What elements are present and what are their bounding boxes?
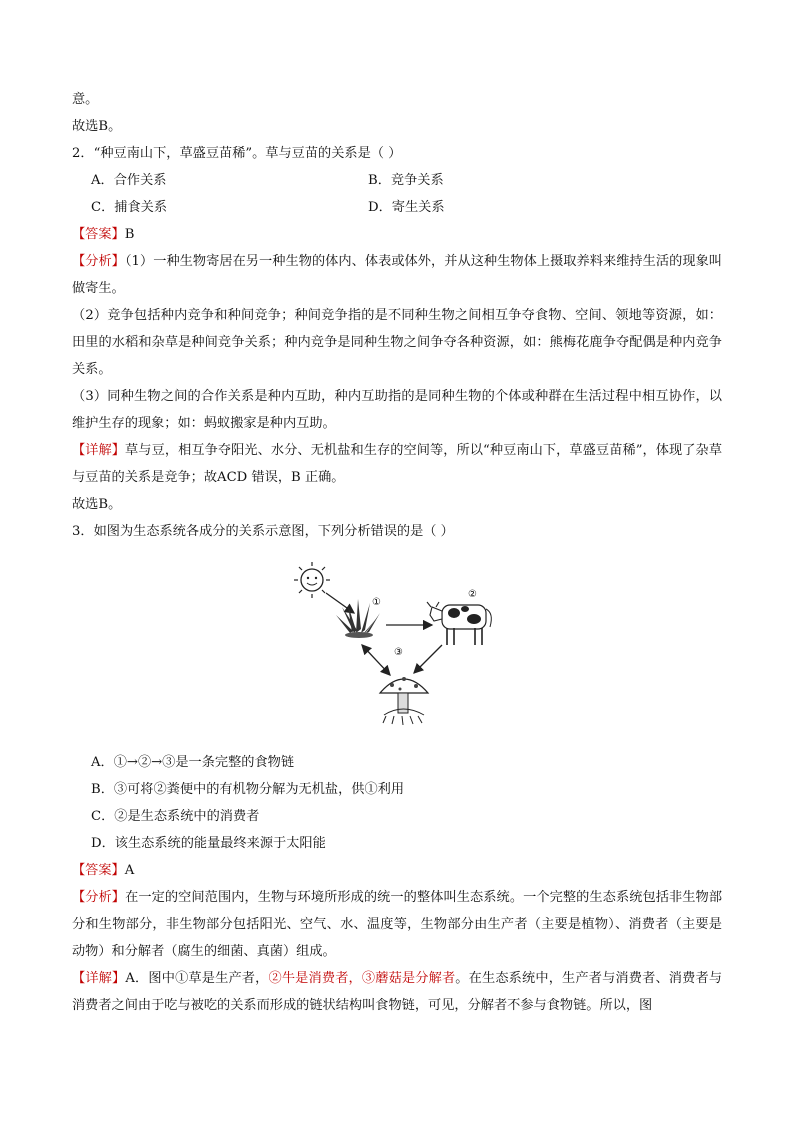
q3-stem: 3．如图为生态系统各成分的关系示意图，下列分析错误的是（ ）: [72, 524, 454, 539]
detail-highlight: ②牛是消费者，③蘑菇是分解者: [268, 971, 456, 986]
label-3: ③: [394, 647, 403, 658]
answer-value: B: [124, 227, 135, 242]
q2-option-d: D．寄生关系: [368, 200, 445, 215]
analysis-text: （1）一种生物寄居在另一种生物的体内、体表或体外，并从这种生物体上摄取养料来维持生活的现象叫做寄生。: [72, 254, 722, 296]
q2-option-a: A．合作关系: [91, 173, 167, 188]
analysis-tag: 【分析】: [72, 254, 125, 269]
q2-stem: 2．“种豆南山下，草盛豆苗稀”。草与豆苗的关系是（ ）: [72, 146, 402, 161]
answer-tag: 【答案】: [72, 863, 125, 878]
detail-text-b: 。在生态系统中，生产者与消费者、消费者与消费者之间由于吃与被吃的关系而形成的链状结构叫食物链，可见，分解者不参与食物链。所以，图: [72, 971, 723, 1013]
detail-text: 草与豆，相互争夺阳光、水分、无机盐和生存的空间等，所以“种豆南山下，草盛豆苗稀”，体现了杂草与豆苗的关系是竞争；故ACD 错误，B 正确。: [72, 443, 723, 485]
q2-choose: 故选B。: [72, 497, 122, 512]
answer-value: A: [124, 863, 135, 878]
answer-tag: 【答案】: [72, 227, 125, 242]
q2-option-b: B．竞争关系: [368, 173, 444, 188]
cow-icon: [427, 602, 491, 645]
q2-option-c: C．捕食关系: [91, 200, 168, 215]
sun-icon: [294, 562, 330, 598]
q3-answer: [72, 857, 722, 884]
q3-option-b: B．③可将②粪便中的有机物分解为无机盐，供①利用: [91, 782, 405, 797]
detail-text-a: A．图中①草是生产者，: [125, 971, 269, 986]
q3-option-d: D．该生态系统的能量最终来源于太阳能: [91, 836, 326, 851]
mushroom-icon: [380, 677, 428, 725]
q2-analysis-3: （3）同种生物之间的合作关系是种内互助，种内互助指的是同种生物的个体或种群在生活过程中相互协作，以维护生存的现象；如：蚂蚁搬家是种内互助。: [72, 389, 722, 431]
q2-analysis-2: （2）竞争包括种内竞争和种间竞争；种间竞争指的是不同种生物之间相互争夺食物、空间、领地等资源，如：田里的水稻和杂草是种间竞争关系；种内竞争是同种生物之间争夺各种资源，如：熊梅花鹿争夺配偶是种内竞争关系。: [72, 308, 722, 377]
q2-answer: [72, 221, 722, 248]
q2-options-row-2: [72, 194, 722, 221]
q3-detail: [72, 965, 722, 1019]
q3-analysis: [72, 884, 722, 965]
q3-option-a: A．①→②→③是一条完整的食物链: [91, 755, 295, 770]
analysis-tag: 【分析】: [72, 890, 126, 905]
intro-text: 意。: [72, 92, 99, 107]
q2-options-row-1: [72, 167, 722, 194]
analysis-text: 在一定的空间范围内，生物与环境所形成的统一的整体叫生态系统。一个完整的生态系统包括非生物部分和生物部分，非生物部分包括阳光、空气、水、温度等，生物部分由生产者（主要是植物）、消费者（主要是动物）和分解者（腐生的细菌、真菌）组成。: [72, 890, 723, 959]
detail-tag: 【详解】: [72, 443, 126, 458]
q2-analysis-1: [72, 248, 722, 302]
label-1: ①: [372, 597, 381, 608]
detail-tag: 【详解】: [72, 971, 126, 986]
ecosystem-figure: [72, 553, 722, 743]
q2-detail: [72, 437, 722, 491]
label-2: ②: [468, 589, 477, 600]
document-page: [72, 86, 722, 1019]
intro-choose: 故选B。: [72, 119, 122, 134]
ecosystem-diagram: [282, 553, 512, 743]
q3-option-c: C．②是生态系统中的消费者: [91, 809, 260, 824]
